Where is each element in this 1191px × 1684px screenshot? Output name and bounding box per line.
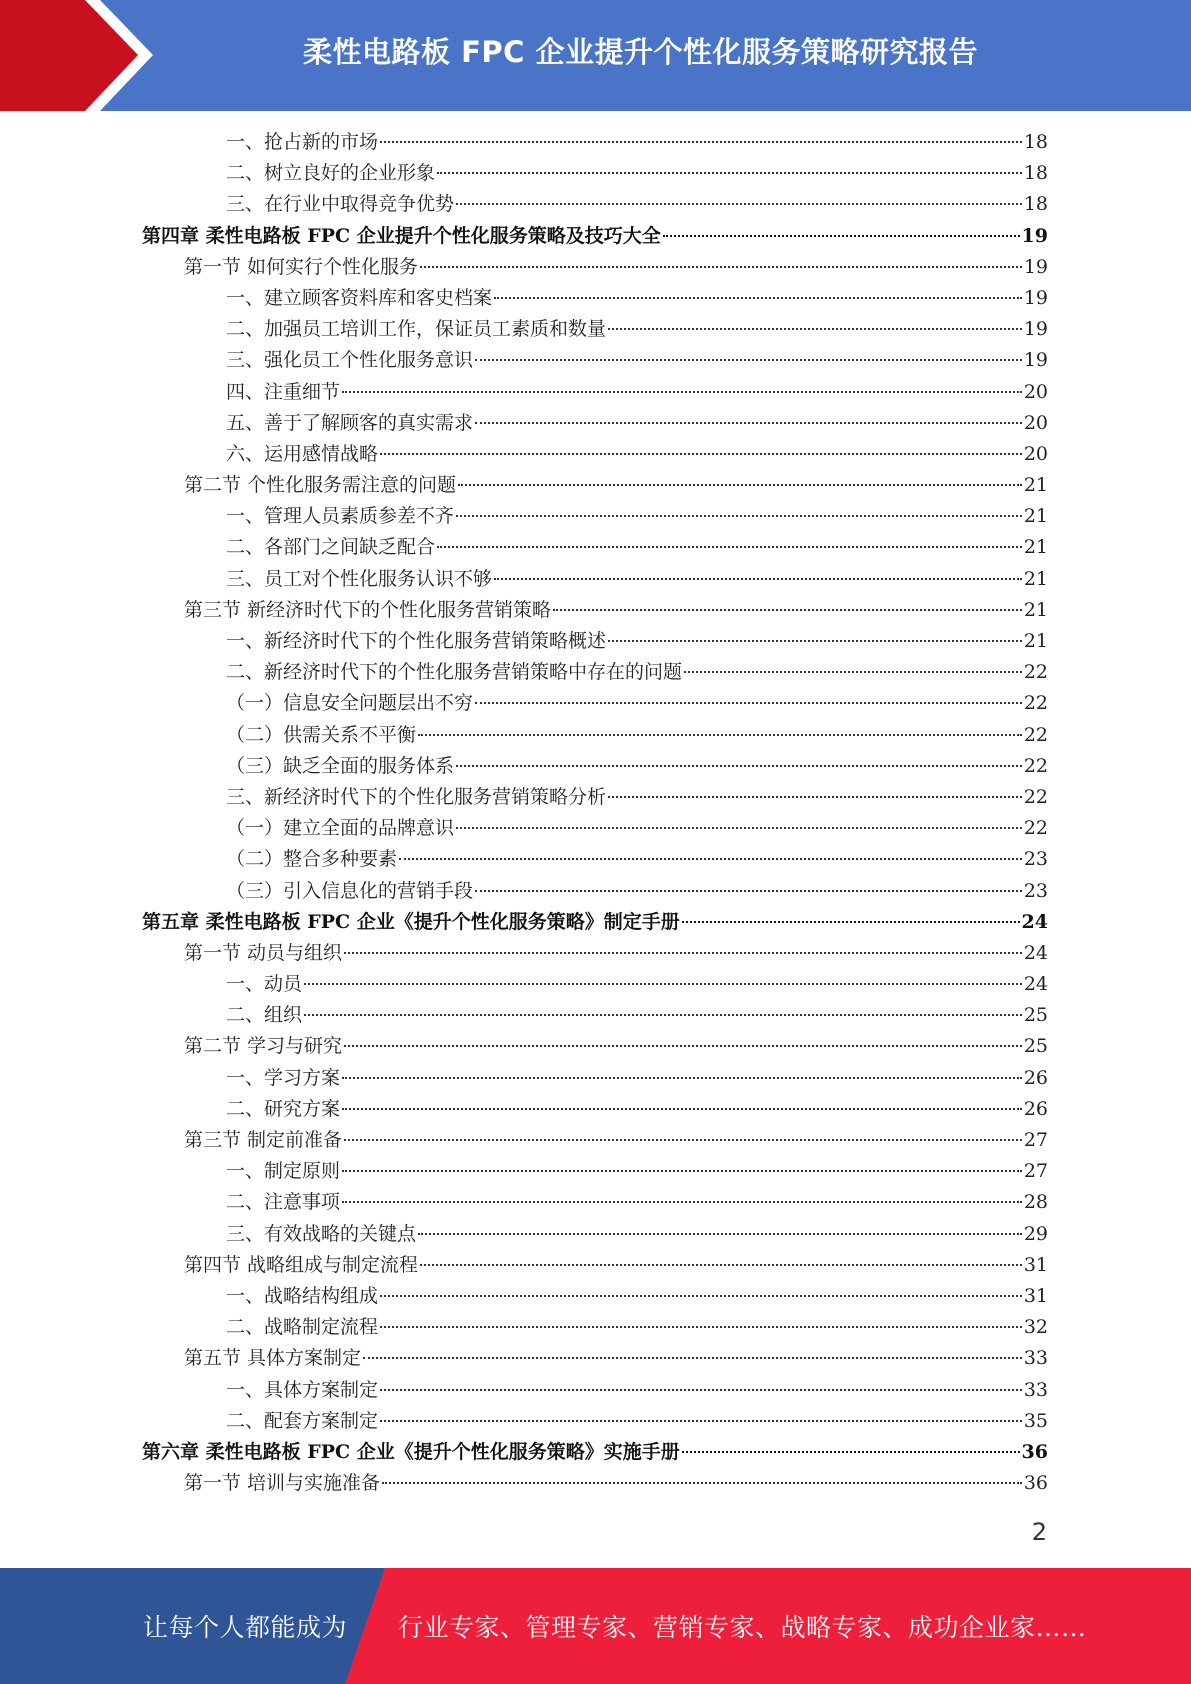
toc-dot-leader bbox=[342, 1108, 1022, 1110]
toc-dot-leader bbox=[553, 609, 1022, 611]
toc-section-entry[interactable] bbox=[142, 1343, 1048, 1374]
toc-page-number: 22 bbox=[1023, 754, 1048, 777]
toc-dot-leader bbox=[342, 1170, 1022, 1172]
toc-page-number: 27 bbox=[1023, 1160, 1048, 1183]
toc-page-number: 26 bbox=[1023, 1097, 1048, 1120]
toc-subsection-entry[interactable] bbox=[142, 969, 1048, 1000]
toc-subsection-entry[interactable] bbox=[142, 1156, 1048, 1187]
toc-dot-leader bbox=[494, 297, 1022, 299]
toc-dot-leader bbox=[344, 952, 1022, 954]
toc-dot-leader bbox=[684, 671, 1022, 673]
toc-page-number: 36 bbox=[1023, 1472, 1048, 1495]
toc-entry-title: 二、研究方案 bbox=[226, 1097, 341, 1120]
toc-dot-leader bbox=[380, 1326, 1022, 1328]
toc-entry-title: （一）信息安全问题层出不穷 bbox=[226, 692, 474, 715]
toc-entry-title: 第五章 柔性电路板 FPC 企业《提升个性化服务策略》制定手册 bbox=[142, 910, 680, 933]
toc-section-entry[interactable] bbox=[142, 1125, 1048, 1156]
toc-subsection-entry[interactable] bbox=[142, 1063, 1048, 1094]
toc-subsection-entry[interactable] bbox=[142, 564, 1048, 595]
toc-section-entry[interactable] bbox=[142, 1468, 1048, 1499]
toc-page-number: 31 bbox=[1023, 1284, 1048, 1307]
toc-page-number: 20 bbox=[1023, 442, 1048, 465]
toc-subsection-entry[interactable] bbox=[142, 1406, 1048, 1437]
toc-section-entry[interactable] bbox=[142, 1250, 1048, 1281]
toc-entry-title: 三、员工对个性化服务认识不够 bbox=[226, 567, 493, 590]
toc-dot-leader bbox=[608, 328, 1022, 330]
toc-dot-leader bbox=[382, 1482, 1022, 1484]
toc-subsection-entry[interactable] bbox=[142, 439, 1048, 470]
toc-page-number: 22 bbox=[1023, 785, 1048, 808]
toc-entry-title: 一、制定原则 bbox=[226, 1160, 341, 1183]
toc-dot-leader bbox=[475, 422, 1022, 424]
toc-subsection-entry[interactable] bbox=[142, 532, 1048, 563]
toc-entry-title: 一、具体方案制定 bbox=[226, 1378, 379, 1401]
toc-subsection-entry[interactable] bbox=[142, 1375, 1048, 1406]
toc-page-number: 22 bbox=[1023, 817, 1048, 840]
toc-page-number: 19 bbox=[1021, 224, 1048, 247]
toc-entry-title: 一、新经济时代下的个性化服务营销策略概述 bbox=[226, 630, 607, 652]
toc-dot-leader bbox=[380, 1420, 1022, 1422]
toc-dot-leader bbox=[475, 359, 1022, 361]
toc-dot-leader bbox=[344, 1045, 1022, 1047]
toc-subsection-entry[interactable] bbox=[142, 1281, 1048, 1312]
toc-dot-leader bbox=[456, 203, 1022, 205]
toc-entry-title: 一、学习方案 bbox=[226, 1066, 341, 1089]
toc-entry-title: （三）缺乏全面的服务体系 bbox=[226, 754, 455, 777]
toc-entry-title: 五、善于了解顾客的真实需求 bbox=[226, 411, 474, 434]
toc-page-number: 20 bbox=[1023, 411, 1048, 434]
toc-page-number: 19 bbox=[1023, 349, 1048, 372]
toc-page-number: 36 bbox=[1021, 1440, 1048, 1463]
toc-entry-title: 一、建立顾客资料库和客史档案 bbox=[226, 286, 493, 309]
toc-dot-leader bbox=[420, 1264, 1022, 1266]
toc-entry-title: 三、有效战略的关键点 bbox=[226, 1222, 417, 1245]
toc-subsection-entry[interactable] bbox=[142, 314, 1048, 345]
toc-subsection-entry[interactable] bbox=[142, 283, 1048, 314]
toc-dot-leader bbox=[494, 578, 1022, 580]
toc-subsection-entry[interactable] bbox=[142, 345, 1048, 376]
toc-entry-title: 二、新经济时代下的个性化服务营销策略中存在的问题 bbox=[226, 661, 683, 684]
toc-subsection-entry[interactable] bbox=[142, 1094, 1048, 1125]
toc-page-number: 33 bbox=[1023, 1347, 1048, 1370]
toc-page-number: 25 bbox=[1023, 1004, 1048, 1027]
toc-dot-leader bbox=[344, 1139, 1022, 1141]
toc-section-entry[interactable] bbox=[142, 938, 1048, 969]
toc-dot-leader bbox=[418, 734, 1022, 736]
document-title: 柔性电路板 FPC 企业提升个性化服务策略研究报告 bbox=[302, 34, 979, 69]
toc-page-number: 18 bbox=[1023, 162, 1048, 185]
toc-page-number: 21 bbox=[1023, 567, 1048, 590]
toc-dot-leader bbox=[342, 391, 1022, 393]
toc-dot-leader bbox=[437, 546, 1022, 548]
toc-dot-leader bbox=[380, 141, 1022, 143]
toc-subsection-entry[interactable] bbox=[142, 189, 1048, 220]
toc-dot-leader bbox=[363, 1357, 1022, 1359]
toc-dot-leader bbox=[456, 765, 1022, 767]
header-red-block bbox=[0, 0, 148, 111]
toc-page-number: 19 bbox=[1023, 255, 1048, 278]
toc-page-number: 28 bbox=[1023, 1191, 1048, 1214]
toc-dot-leader bbox=[456, 827, 1022, 829]
table-of-contents bbox=[142, 127, 1048, 1499]
toc-page-number: 22 bbox=[1023, 692, 1048, 715]
toc-entry-title: 第一节 动员与组织 bbox=[184, 941, 343, 964]
toc-page-number: 18 bbox=[1023, 193, 1048, 216]
toc-chapter-entry[interactable] bbox=[142, 1437, 1048, 1468]
footer-slogan-right: 行业专家、管理专家、营销专家、战略专家、成功企业家…… bbox=[398, 1613, 1087, 1642]
toc-chapter-entry[interactable] bbox=[142, 221, 1048, 252]
toc-page-number: 20 bbox=[1023, 380, 1048, 403]
toc-dot-leader bbox=[608, 640, 1022, 642]
toc-entry-title: 二、注意事项 bbox=[226, 1191, 341, 1214]
toc-entry-title: 第四章 柔性电路板 FPC 企业提升个性化服务策略及技巧大全 bbox=[142, 224, 661, 247]
toc-page-number: 27 bbox=[1023, 1129, 1048, 1151]
toc-subsection-entry[interactable] bbox=[142, 127, 1048, 158]
toc-entry-title: 二、树立良好的企业形象 bbox=[226, 162, 436, 185]
toc-dot-leader bbox=[682, 921, 1020, 923]
toc-entry-title: 一、战略结构组成 bbox=[226, 1284, 379, 1307]
toc-page-number: 25 bbox=[1023, 1035, 1048, 1058]
toc-page-number: 24 bbox=[1023, 973, 1048, 996]
toc-subsection-entry[interactable] bbox=[142, 751, 1048, 782]
toc-page-number: 19 bbox=[1023, 286, 1048, 309]
toc-dot-leader bbox=[420, 266, 1022, 268]
toc-dot-leader bbox=[456, 515, 1022, 517]
toc-dot-leader bbox=[304, 983, 1022, 985]
footer-slogan-left: 让每个人都能成为 bbox=[143, 1613, 348, 1642]
toc-subsection-entry[interactable] bbox=[142, 782, 1048, 813]
toc-subsection-entry[interactable] bbox=[142, 1312, 1048, 1343]
toc-dot-leader bbox=[663, 235, 1020, 237]
toc-page-number: 19 bbox=[1023, 318, 1048, 341]
toc-dot-leader bbox=[304, 1014, 1022, 1016]
toc-entry-title: 第三节 新经济时代下的个性化服务营销策略 bbox=[184, 598, 552, 621]
toc-entry-title: 四、注重细节 bbox=[226, 380, 341, 403]
toc-section-entry[interactable] bbox=[142, 595, 1048, 626]
toc-page-number: 23 bbox=[1023, 848, 1048, 871]
toc-subsection-entry[interactable] bbox=[142, 1187, 1048, 1218]
toc-subsection-entry[interactable] bbox=[142, 408, 1048, 439]
toc-subsection-entry[interactable] bbox=[142, 501, 1048, 532]
toc-entry-title: 二、组织 bbox=[226, 1004, 303, 1027]
toc-page-number: 21 bbox=[1023, 630, 1048, 652]
toc-chapter-entry[interactable] bbox=[142, 907, 1048, 938]
page-number: 2 bbox=[1031, 1518, 1047, 1546]
toc-subsection-entry[interactable] bbox=[142, 657, 1048, 688]
toc-subsection-entry[interactable] bbox=[142, 688, 1048, 719]
toc-entry-title: 三、在行业中取得竞争优势 bbox=[226, 193, 455, 216]
toc-entry-title: 一、管理人员素质参差不齐 bbox=[226, 505, 455, 528]
toc-subsection-entry[interactable] bbox=[142, 720, 1048, 751]
toc-page-number: 33 bbox=[1023, 1378, 1048, 1401]
toc-dot-leader bbox=[608, 796, 1022, 798]
toc-page-number: 24 bbox=[1021, 910, 1048, 933]
toc-entry-title: 三、新经济时代下的个性化服务营销策略分析 bbox=[226, 785, 607, 808]
toc-page-number: 21 bbox=[1023, 598, 1048, 621]
toc-entry-title: 第一节 如何实行个性化服务 bbox=[184, 255, 419, 278]
toc-page-number: 22 bbox=[1023, 661, 1048, 684]
toc-page-number: 18 bbox=[1023, 131, 1048, 153]
toc-subsection-entry[interactable] bbox=[142, 844, 1048, 875]
toc-page-number: 21 bbox=[1023, 536, 1048, 559]
toc-entry-title: 一、动员 bbox=[226, 973, 303, 996]
toc-entry-title: 二、战略制定流程 bbox=[226, 1316, 379, 1339]
toc-dot-leader bbox=[342, 1077, 1022, 1079]
toc-dot-leader bbox=[475, 702, 1022, 704]
toc-entry-title: 三、强化员工个性化服务意识 bbox=[226, 349, 474, 372]
toc-entry-title: 二、加强员工培训工作，保证员工素质和数量 bbox=[226, 318, 607, 341]
toc-section-entry[interactable] bbox=[142, 470, 1048, 501]
toc-subsection-entry[interactable] bbox=[142, 626, 1048, 657]
toc-subsection-entry[interactable] bbox=[142, 1219, 1048, 1250]
toc-entry-title: 一、抢占新的市场 bbox=[226, 131, 379, 153]
toc-entry-title: 六、运用感情战略 bbox=[226, 442, 379, 465]
toc-subsection-entry[interactable] bbox=[142, 813, 1048, 844]
toc-entry-title: （二）供需关系不平衡 bbox=[226, 723, 417, 746]
toc-entry-title: （一）建立全面的品牌意识 bbox=[226, 817, 455, 840]
toc-dot-leader bbox=[418, 1233, 1022, 1235]
toc-page-number: 23 bbox=[1023, 879, 1048, 902]
toc-dot-leader bbox=[475, 890, 1022, 892]
toc-dot-leader bbox=[380, 1295, 1022, 1297]
toc-dot-leader bbox=[380, 453, 1022, 455]
footer-banner bbox=[0, 1568, 1191, 1684]
toc-entry-title: 第二节 学习与研究 bbox=[184, 1035, 343, 1058]
toc-section-entry[interactable] bbox=[142, 252, 1048, 283]
header-banner bbox=[0, 0, 1191, 111]
toc-entry-title: 第四节 战略组成与制定流程 bbox=[184, 1253, 419, 1276]
toc-section-entry[interactable] bbox=[142, 1031, 1048, 1062]
toc-entry-title: （二）整合多种要素 bbox=[226, 848, 398, 871]
toc-subsection-entry[interactable] bbox=[142, 377, 1048, 408]
toc-page-number: 21 bbox=[1023, 474, 1048, 497]
toc-page-number: 22 bbox=[1023, 723, 1048, 746]
toc-entry-title: 第二节 个性化服务需注意的问题 bbox=[184, 474, 457, 497]
toc-entry-title: 第三节 制定前准备 bbox=[184, 1129, 343, 1151]
toc-entry-title: （三）引入信息化的营销手段 bbox=[226, 879, 474, 902]
toc-subsection-entry[interactable] bbox=[142, 1000, 1048, 1031]
toc-page-number: 29 bbox=[1023, 1222, 1048, 1245]
toc-page-number: 21 bbox=[1023, 505, 1048, 528]
toc-dot-leader bbox=[437, 172, 1022, 174]
toc-subsection-entry[interactable] bbox=[142, 876, 1048, 907]
toc-entry-title: 第五节 具体方案制定 bbox=[184, 1347, 362, 1370]
toc-entry-title: 二、配套方案制定 bbox=[226, 1409, 379, 1432]
toc-page-number: 31 bbox=[1023, 1253, 1048, 1276]
toc-page-number: 32 bbox=[1023, 1316, 1048, 1339]
toc-page-number: 26 bbox=[1023, 1066, 1048, 1089]
toc-dot-leader bbox=[342, 1201, 1022, 1203]
toc-entry-title: 第六章 柔性电路板 FPC 企业《提升个性化服务策略》实施手册 bbox=[142, 1440, 680, 1463]
toc-page-number: 24 bbox=[1023, 941, 1048, 964]
toc-dot-leader bbox=[458, 484, 1022, 486]
toc-page-number: 35 bbox=[1023, 1409, 1048, 1432]
toc-entry-title: 第一节 培训与实施准备 bbox=[184, 1472, 381, 1495]
toc-dot-leader bbox=[380, 1389, 1022, 1391]
toc-dot-leader bbox=[682, 1451, 1020, 1453]
toc-entry-title: 二、各部门之间缺乏配合 bbox=[226, 536, 436, 559]
toc-subsection-entry[interactable] bbox=[142, 158, 1048, 189]
toc-dot-leader bbox=[399, 858, 1022, 860]
